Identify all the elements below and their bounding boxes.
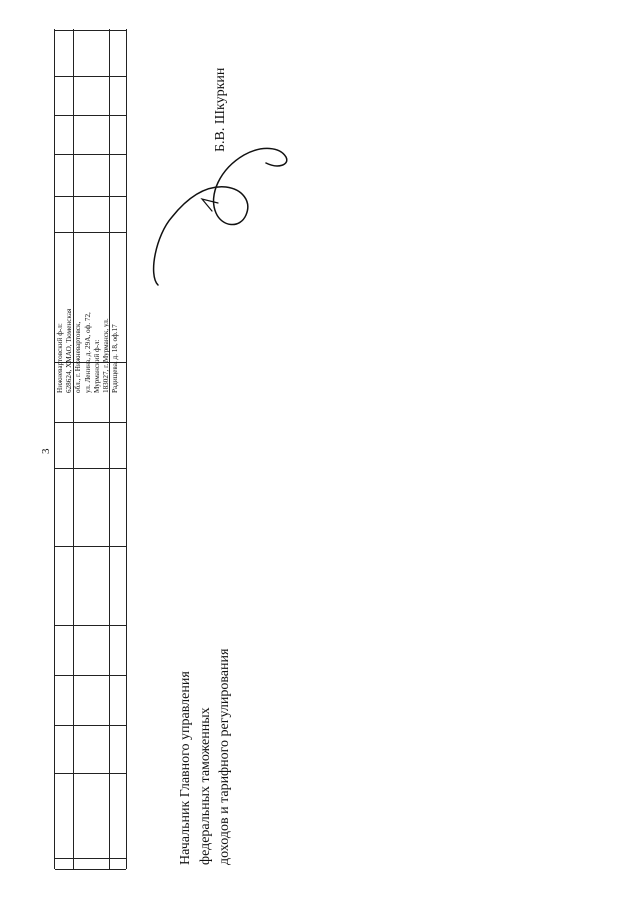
table-column-divider <box>55 422 126 423</box>
data-table <box>54 29 127 869</box>
table-column-divider <box>55 30 126 31</box>
table-column-divider <box>55 154 126 155</box>
position-line: доходов и тарифного регулирования <box>217 648 232 865</box>
address-line: Мурманский ф-л: <box>92 339 101 393</box>
position-line: Начальник Главного управления <box>178 671 193 865</box>
table-column-divider <box>55 773 126 774</box>
address-line: 183027, г. Мурманск, ул. <box>102 318 111 393</box>
address-line: обл., г. Нижневартовск, <box>74 321 83 393</box>
table-row-divider <box>73 29 74 869</box>
table-column-divider <box>55 675 126 676</box>
table-column-divider <box>55 546 126 547</box>
table-column-divider <box>55 468 126 469</box>
table-row-divider <box>109 29 110 869</box>
table-column-divider <box>55 196 126 197</box>
position-line: федеральных таможенных <box>197 707 213 865</box>
address-line: ул. Ленина, д. 29А, оф. 72, <box>83 312 92 393</box>
table-column-divider <box>55 858 126 859</box>
signatory-position <box>176 565 235 865</box>
signer-name: Б.В. Шкуркин <box>213 67 228 152</box>
address-cell <box>56 235 126 393</box>
address-line: Нижневартовский ф-л: <box>56 323 64 393</box>
address-line: 628624, ХМАО, Тюменская <box>65 308 74 393</box>
table-column-divider <box>55 869 126 870</box>
table-column-divider <box>55 115 126 116</box>
handwritten-signature <box>150 135 290 295</box>
page-number: 3 <box>40 448 52 454</box>
table-column-divider <box>55 76 126 77</box>
table-column-divider <box>55 725 126 726</box>
table-column-divider <box>55 232 126 233</box>
table-column-divider <box>55 625 126 626</box>
address-line: Радищева, д. 18, оф.17 <box>111 324 120 393</box>
